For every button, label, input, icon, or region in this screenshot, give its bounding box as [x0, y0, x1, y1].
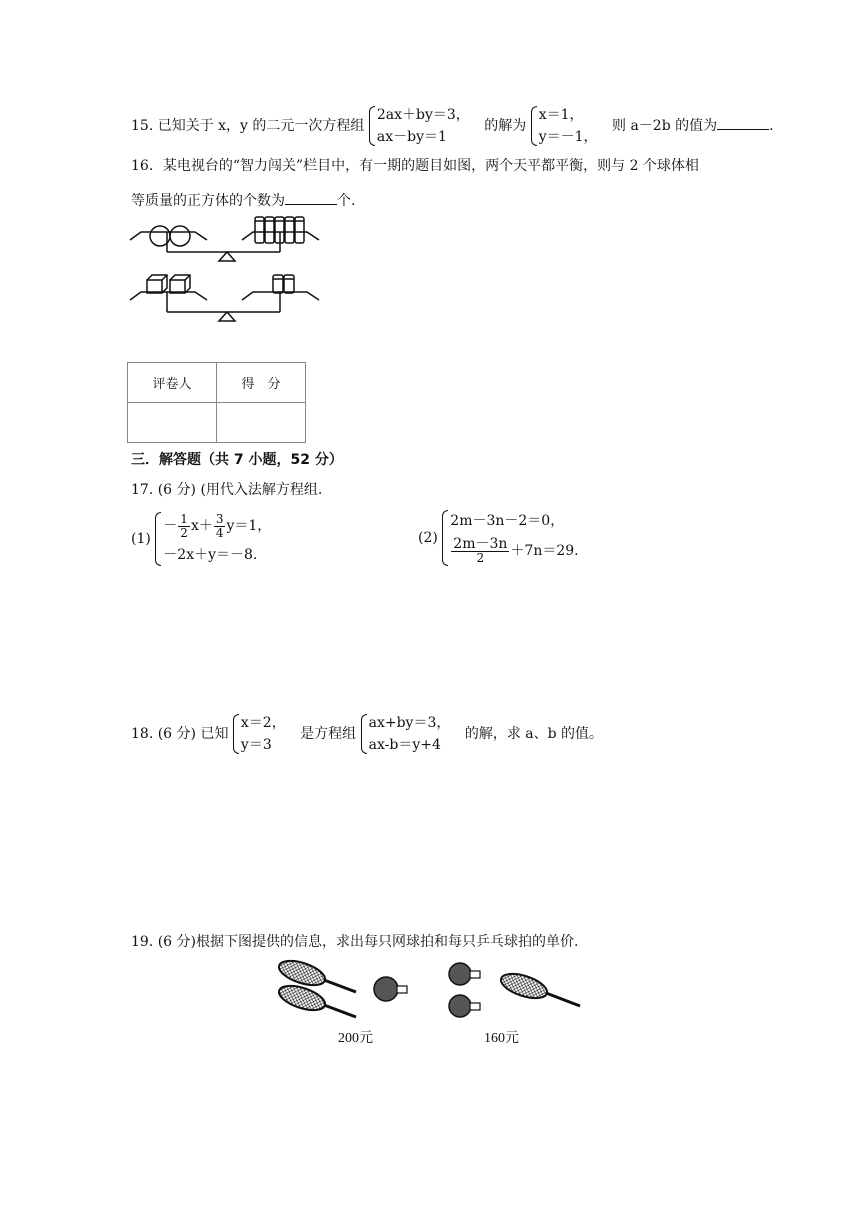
fraction — [214, 513, 226, 540]
score-cell-score[interactable] — [217, 403, 306, 443]
question-15 — [131, 104, 774, 148]
q18-prefix: 18. (6 分) 已知 — [131, 726, 229, 742]
ping-pong-paddle-icon — [449, 963, 480, 985]
balance-scales-figure — [125, 212, 340, 332]
fraction — [178, 513, 190, 540]
question-16-line1: 16．某电视台的“智力闯关”栏目中，有一期的题目如图，两个天平都平衡，则与 2 个球体相 — [131, 158, 699, 174]
price-label-1: 200元 — [338, 1031, 373, 1046]
q15-middle: 的解为 — [484, 118, 527, 134]
q17-p2-eq1: 2m－3n－2＝0， — [450, 513, 565, 529]
q18-sol1: x＝2， — [240, 715, 286, 731]
fraction-numerator: 1 — [180, 511, 188, 526]
fraction — [451, 535, 509, 565]
q17-p1-eq2: －2x＋y＝－8. — [163, 547, 258, 563]
question-17-title: 17. (6 分) (用代入法解方程组. — [131, 482, 323, 498]
q17-p1-y: y＝1， — [226, 518, 272, 534]
question-19: 19. (6 分)根据下图提供的信息，求出每只网球拍和每只乒乓球拍的单价. — [131, 934, 579, 950]
score-table — [127, 362, 306, 443]
q18-middle: 是方程组 — [300, 726, 357, 742]
q15-solution-system — [531, 104, 598, 148]
q18-eq1: ax+by＝3， — [368, 715, 451, 731]
question-18 — [131, 712, 603, 756]
fraction-numerator: 3 — [215, 511, 224, 526]
q18-eq2: ax-b＝y+4 — [368, 737, 441, 753]
q18-sol2: y＝3 — [240, 737, 272, 753]
fraction-denominator: 4 — [215, 525, 224, 540]
score-cell-grader[interactable] — [128, 403, 217, 443]
q15-eq2: ax－by＝1 — [376, 129, 447, 145]
q18-suffix: 的解，求 a、b 的值。 — [464, 726, 604, 742]
q17-part1 — [131, 510, 271, 568]
score-table-header-grader: 评卷人 — [128, 363, 217, 403]
tennis-racket-icon — [498, 969, 580, 1006]
score-table-header-score: 得 分 — [217, 363, 306, 403]
fraction-numerator: 2m－3n — [453, 535, 508, 552]
q17-part2 — [418, 508, 579, 568]
ping-pong-paddle-icon — [449, 995, 480, 1017]
q17-part2-label: (2) — [418, 530, 438, 546]
ball-icon — [170, 226, 190, 246]
q16-prefix: 等质量的正方体的个数为 — [131, 193, 285, 209]
q15-sol2: y＝－1， — [538, 129, 598, 145]
q15-suffix: 则 a－2b 的值为 — [612, 118, 718, 134]
q17-p1-x: x＋ — [190, 518, 213, 534]
q17-p2-eq2-rest: ＋7n＝29. — [510, 543, 579, 559]
q15-eq1: 2ax＋by＝3， — [376, 107, 470, 123]
q17-p1-minus: － — [163, 518, 178, 534]
q18-equation-system — [361, 712, 451, 756]
q15-sol1: x＝1， — [538, 107, 584, 123]
ping-pong-paddle-icon — [374, 977, 407, 1001]
q16-suffix: 个. — [337, 193, 356, 209]
q17-part1-label: (1) — [131, 531, 151, 547]
question-16-line2 — [131, 190, 355, 211]
rackets-figure — [270, 958, 590, 1028]
section-title: 三．解答题（共 7 小题，52 分） — [131, 452, 343, 468]
cube-icon — [147, 275, 190, 293]
q17-part2-system — [442, 508, 578, 568]
q15-end: . — [769, 118, 774, 134]
q15-equation-system — [369, 104, 470, 148]
fraction-denominator: 2 — [180, 525, 188, 540]
price-label-2: 160元 — [484, 1031, 519, 1046]
q15-prefix: 15. 已知关于 x，y 的二元一次方程组 — [131, 118, 365, 134]
q17-part1-system — [155, 510, 271, 568]
fraction-denominator: 2 — [476, 550, 485, 565]
q18-solution-system — [233, 712, 286, 756]
answer-blank[interactable] — [717, 115, 769, 130]
cylinders-icon — [273, 275, 294, 293]
answer-blank[interactable] — [285, 190, 337, 205]
